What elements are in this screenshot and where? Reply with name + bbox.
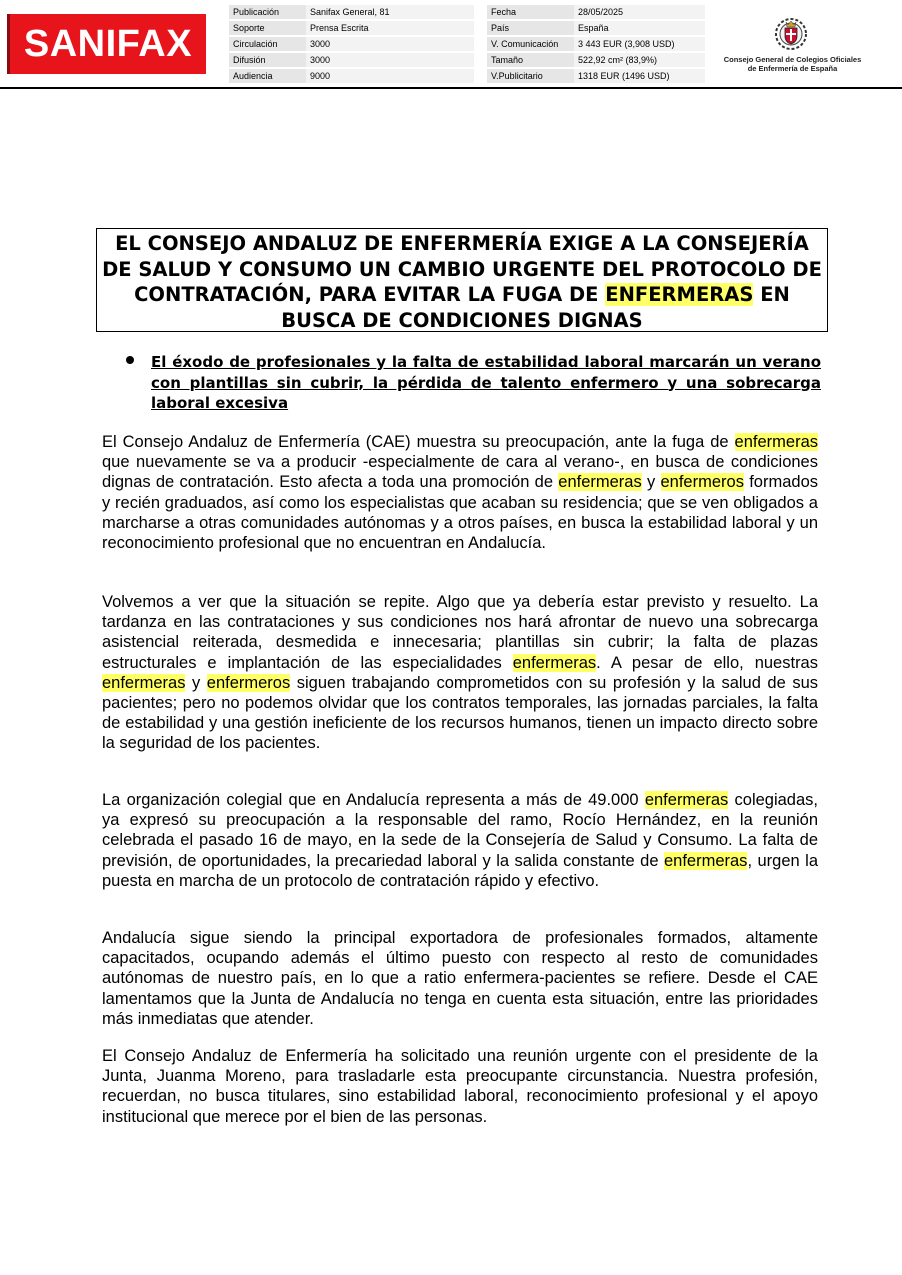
organization-name <box>705 55 880 73</box>
text-run: El Consejo Andaluz de Enfermería (CAE) muestra su preocupación, ante la fuga de <box>102 433 735 451</box>
org-line: de Enfermería de España <box>747 64 838 73</box>
headline-text: EN BUSCA DE CONDICIONES DIGNAS <box>281 283 790 332</box>
body-paragraph: Andalucía sigue siendo la principal exportadora de profesionales formados, altamente capacitados, ocupando además el último puesto con respecto al resto de comunidades autónomas de nuestro país, en lo que a ratio enfermera-pacientes se refiere. Desde el CAE lamentamos que la Junta de Andalucía no tenga en cuenta esta situación, entre las prioridades más inmediatas que atender. <box>102 929 818 1028</box>
metadata-table-right <box>487 3 705 85</box>
meta-value: España <box>574 21 705 35</box>
meta-label: Fecha <box>487 5 574 19</box>
meta-value: 3000 <box>306 53 474 67</box>
highlighted-term: enfermeras <box>512 653 597 672</box>
meta-label: Soporte <box>229 21 306 35</box>
text-run: y <box>641 473 661 492</box>
meta-label: Audiencia <box>229 69 306 83</box>
highlighted-term: enfermeras <box>644 791 729 809</box>
highlighted-term: ENFERMERAS <box>605 283 754 306</box>
text-run: . A pesar de ello, nuestras <box>596 653 818 672</box>
body-paragraph <box>102 592 818 754</box>
meta-row <box>487 69 705 83</box>
highlighted-term: enfermeras <box>102 673 186 692</box>
text-run: que nuevamente se va a producir -especialmente de cara al verano-, en busca de condiciones dignas de contratación. Esto afecta a toda una promoción de <box>102 453 818 492</box>
bullet-icon <box>126 356 134 364</box>
meta-value: 3000 <box>306 37 474 51</box>
text-run: , urgen la puesta en marcha de un protocolo de contratación rápido y efectivo. <box>102 851 819 890</box>
meta-value: 28/05/2025 <box>574 5 705 19</box>
meta-row <box>487 21 705 35</box>
highlighted-term: enfermeras <box>558 473 642 492</box>
meta-value: Prensa Escrita <box>306 21 474 35</box>
text-run: La organización colegial que en Andalucía representa a más de 49.000 <box>102 791 645 809</box>
text-run: siguen trabajando comprometidos con su profesión y la salud de sus pacientes; pero no podemos olvidar que los contratos temporales, las jornadas parciales, la falta de estabilidad y una gestión ineficiente de los recursos humanos, tienen un impacto directo sobre la seguridad de los pacientes. <box>102 673 819 753</box>
org-line: Consejo General de Colegios Oficiales <box>723 55 862 64</box>
text-run: formados y recién graduados, así como los especialistas que acaban su residencia; que se ven obligados a marcharse a otras comunidades autónomas y a otros países, en busca la estabilidad laboral y un reconocimiento profesional que no encuentran en Andalucía. <box>102 473 818 553</box>
meta-label: Publicación <box>229 5 306 19</box>
meta-label: Circulación <box>229 37 306 51</box>
meta-row <box>229 5 474 19</box>
text-run: y <box>185 673 207 692</box>
header-divider <box>0 87 902 89</box>
meta-value: 522,92 cm² (83,9%) <box>574 53 705 67</box>
subheadline-bullet: El éxodo de profesionales y la falta de estabilidad laboral marcarán un verano con plantillas sin cubrir, la pérdida de talento enfermero y una sobrecarga laboral excesiva <box>151 353 821 412</box>
meta-label: País <box>487 21 574 35</box>
meta-value: 9000 <box>306 69 474 83</box>
meta-label: V.Publicitario <box>487 69 574 83</box>
body-paragraph <box>102 790 818 891</box>
text-run: colegiadas, ya expresó su preocupación a la responsable del ramo, Rocío Hernández, en la reunión celebrada el pasado 16 de mayo, en la sede de la Consejería de Salud y Consumo. La falta de previsión, de oportunidades, la precariedad laboral y la salida constante de <box>102 791 818 870</box>
sanifax-logo: SANIFAX <box>7 14 206 74</box>
meta-label: Tamaño <box>487 53 574 67</box>
meta-row <box>229 69 474 83</box>
meta-value: Sanifax General, 81 <box>306 5 474 19</box>
article-headline <box>96 228 828 332</box>
meta-row <box>229 53 474 67</box>
body-paragraph: El Consejo Andaluz de Enfermería ha solicitado una reunión urgente con el presidente de la Junta, Juanma Moreno, para trasladarle esta preocupante circunstancia. Nuestra profesión, recuerdan, no busca titulares, sino estabilidad laboral, reconocimiento profesional y el apoyo institucional que merece por el bien de las personas. <box>102 1047 818 1126</box>
consejo-crest-icon <box>772 16 810 50</box>
highlighted-term: enfermeros <box>206 673 291 692</box>
body-paragraph <box>102 432 818 553</box>
highlighted-term: enfermeros <box>660 473 744 492</box>
highlighted-term: enfermeras <box>734 433 818 451</box>
text-run: Volvemos a ver que la situación se repite. Algo que ya debería estar previsto y resuelto. La tardanza en las contrataciones y sus condiciones nos hará afrontar de nuevo una sobrecarga asistencial reiterada, desmedida e innecesaria; plantillas sin cubrir; la falta de plazas estructurales e implantación de las especialidades <box>102 593 818 672</box>
headline-text: EL CONSEJO ANDALUZ DE ENFERMERÍA EXIGE A LA CONSEJERÍA DE SALUD Y CONSUMO UN CAMBIO URGENTE DEL PROTOCOLO DE CONTRATACIÓN, PARA EVITAR LA FUGA DE <box>102 232 822 306</box>
meta-label: Difusión <box>229 53 306 67</box>
meta-row <box>487 53 705 67</box>
meta-value: 1318 EUR (1496 USD) <box>574 69 705 83</box>
meta-row <box>487 5 705 19</box>
meta-row <box>229 21 474 35</box>
metadata-table-left <box>229 3 474 85</box>
meta-row <box>487 37 705 51</box>
meta-label: V. Comunicación <box>487 37 574 51</box>
meta-row <box>229 37 474 51</box>
highlighted-term: enfermeras <box>663 851 748 870</box>
meta-value: 3 443 EUR (3,908 USD) <box>574 37 705 51</box>
